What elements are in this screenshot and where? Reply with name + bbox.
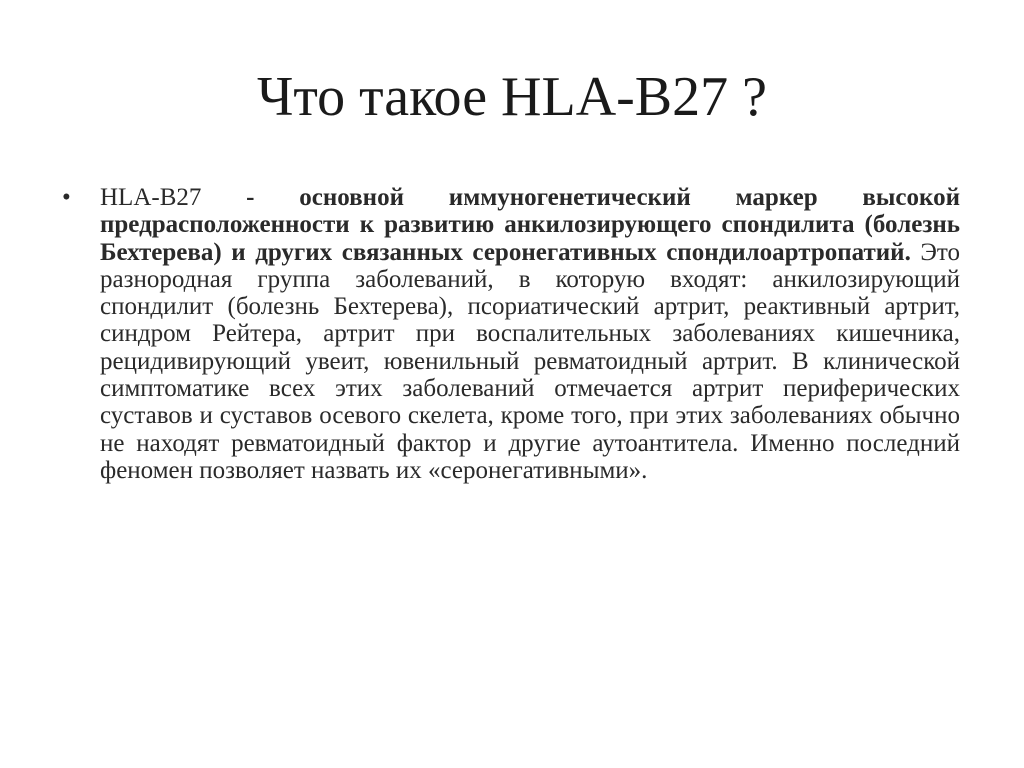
bullet-paragraph xyxy=(100,184,960,484)
slide-title: Что такое HLA-B27 ? xyxy=(257,66,767,128)
bold-definition: - основной иммуногенетический маркер высокой предрасположенности к развитию анкилозирующего спондилита (болезнь Бехтерева) и других связанных серонегативных спондилоартропатий. xyxy=(100,184,960,266)
regular-description: Это разнородная группа заболеваний, в которую входят: анкилозирующий спондилит (болезнь Бехтерева), псориатический артрит, реактивный артрит, синдром Рейтера, артрит при воспалительных заболеваниях кишечника, рецидивирующий увеит, ювенильный ревматоидный артрит. В клинической симптоматике всех этих заболеваний отмечается артрит периферических суставов и суставов осевого скелета, кроме того, при этих заболеваниях обычно не находят ревматоидный фактор и другие аутоантитела. Именно последний феномен позволяет назвать их «серонегативными». xyxy=(100,238,960,484)
term-hla-b27: HLA-B27 xyxy=(100,184,202,211)
bullet-marker: • xyxy=(62,184,71,211)
